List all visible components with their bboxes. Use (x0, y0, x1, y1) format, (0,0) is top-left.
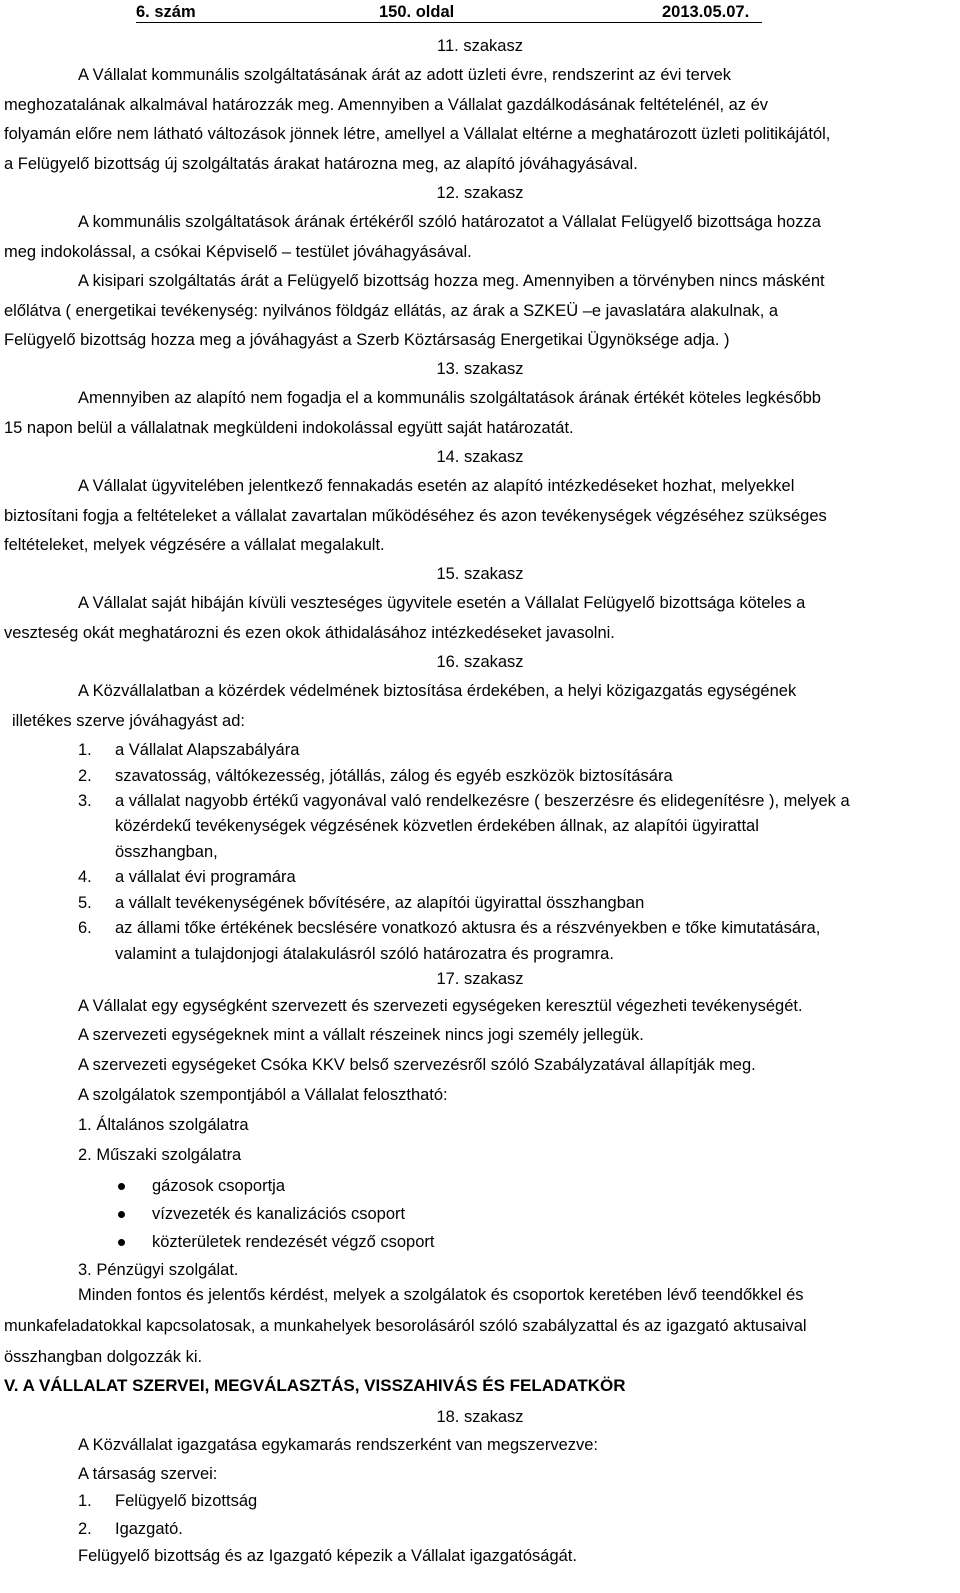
bullet-item: vízvezeték és kanalizációs csoport (152, 1205, 406, 1223)
list-number: 1. (78, 741, 92, 759)
section-title-18: 18. szakasz (436, 1408, 524, 1426)
list-number: 5. (78, 894, 92, 912)
paragraph-line: illetékes szerve jóváhagyást ad: (12, 712, 245, 730)
paragraph-line: A kisipari szolgáltatás árát a Felügyelő bizottság hozza meg. Amennyiben a törvényben nincs másként (78, 272, 825, 290)
paragraph-line: A szervezeti egységeket Csóka KKV belső szervezésről szóló Szabályzatával állapítják meg. (78, 1056, 756, 1074)
chapter-heading: V. A VÁLLALAT SZERVEI, MEGVÁLASZTÁS, VISSZAHIVÁS ÉS FELADATKÖR (4, 1376, 626, 1395)
list-item: a vállalat nagyobb értékű vagyonával való rendelkezésre ( beszerzésre és elidegenítésre ), melyek a (115, 792, 850, 810)
list-number: 2. (78, 767, 92, 785)
list-number: 2. (78, 1520, 92, 1538)
section-title-14: 14. szakasz (436, 448, 524, 466)
paragraph-line: A szervezeti egységeknek mint a vállalt részeinek nincs jogi személy jellegük. (78, 1026, 644, 1044)
paragraph-line: A társaság szervei: (78, 1465, 218, 1483)
paragraph-line: A Közvállalatban a közérdek védelmének biztosítása érdekében, a helyi közigazgatás egységének (78, 682, 797, 700)
list-item: valamint a tulajdonjogi átalakulásról szóló határozatra és programra. (115, 945, 614, 963)
bullet-icon (118, 1183, 125, 1190)
paragraph-line: A Közvállalat igazgatása egykamarás rendszerként van megszervezve: (78, 1436, 599, 1454)
paragraph-line: előlátva ( energetikai tevékenység: nyilvános földgáz ellátás, az árak a SZKEÜ –e javaslatára alakulnak, a (4, 302, 779, 320)
section-title-13: 13. szakasz (436, 360, 524, 378)
paragraph-line: 1. Általános szolgálatra (78, 1116, 249, 1134)
paragraph-line: veszteség okát meghatározni és ezen okok áthidalásához intézkedéseket javasolni. (4, 624, 615, 642)
paragraph-line: A Vállalat kommunális szolgáltatásának árát az adott üzleti évre, rendszerint az évi tervek (78, 66, 731, 84)
list-item: Felügyelő bizottság (115, 1492, 258, 1510)
section-title-17: 17. szakasz (436, 970, 524, 988)
issue-date: 2013.05.07. (662, 3, 750, 21)
paragraph-line: a Felügyelő bizottság új szolgáltatás árakat határozna meg, az alapító jóváhagyásával. (4, 155, 638, 173)
paragraph-line: munkafeladatokkal kapcsolatosak, a munkahelyek besorolásáról szóló szabályzattal és az igazgató aktusaival (4, 1317, 807, 1335)
bullet-item: közterületek rendezését végző csoport (152, 1233, 435, 1251)
paragraph-line: feltételeket, melyek végzésére a vállalat megalakult. (4, 536, 385, 554)
paragraph-line: meghozatalának alkalmával határozzák meg. Amennyiben a Vállalat gazdálkodásának feltételénél, az év (4, 96, 769, 114)
list-number: 4. (78, 868, 92, 886)
list-item: a vállalt tevékenységének bővítésére, az alapítói ügyirattal összhangban (115, 894, 645, 912)
list-item: szavatosság, váltókezesség, jótállás, zálog és egyéb eszközök biztosítására (115, 767, 673, 785)
paragraph-line: A Vállalat egy egységként szervezett és szervezeti egységeken keresztül végezheti tevékenységét. (78, 997, 803, 1015)
paragraph-line: A kommunális szolgáltatások árának értékéről szóló határozatot a Vállalat Felügyelő bizottsága hozza (78, 213, 821, 231)
paragraph-line: 15 napon belül a vállalatnak megküldeni indokolással együtt saját határozatát. (4, 419, 574, 437)
paragraph-line: folyamán előre nem látható változások jönnek létre, amellyel a Vállalat eltérne a meghatározott üzleti politikájától, (4, 125, 831, 143)
list-item: összhangban, (115, 843, 218, 861)
section-title-15: 15. szakasz (436, 565, 524, 583)
list-item: közérdekű tevékenységek végzésének közvetlen érdekében állnak, az alapítói ügyirattal (115, 817, 759, 835)
list-number: 6. (78, 919, 92, 937)
list-item: Igazgató. (115, 1520, 183, 1538)
list-number: 1. (78, 1492, 92, 1510)
list-number: 3. (78, 792, 92, 810)
header-underline (136, 22, 762, 23)
bullet-item: gázosok csoportja (152, 1177, 285, 1195)
paragraph-line: Minden fontos és jelentős kérdést, melyek a szolgálatok és csoportok keretében lévő teendőkkel és (78, 1286, 804, 1304)
paragraph-line: A szolgálatok szempontjából a Vállalat felosztható: (78, 1086, 448, 1104)
paragraph-line: Amennyiben az alapító nem fogadja el a kommunális szolgáltatások árának értékét köteles legkésőbb (78, 389, 821, 407)
paragraph-line: összhangban dolgozzák ki. (4, 1348, 203, 1366)
issue-number: 6. szám (136, 3, 196, 21)
paragraph-line: 2. Műszaki szolgálatra (78, 1146, 242, 1164)
section-title-11: 11. szakasz (437, 37, 523, 55)
paragraph-line: 3. Pénzügyi szolgálat. (78, 1261, 239, 1279)
paragraph-line: Felügyelő bizottság hozza meg a jóváhagyást a Szerb Köztársaság Energetikai Ügynöksége adja. ) (4, 331, 730, 349)
paragraph-line: A Vállalat ügyvitelében jelentkező fennakadás esetén az alapító intézkedéseket hozhat, melyekkel (78, 477, 795, 495)
section-title-16: 16. szakasz (436, 653, 524, 671)
bullet-icon (118, 1239, 125, 1246)
paragraph-line: A Vállalat saját hibáján kívüli veszteséges ügyvitele esetén a Vállalat Felügyelő bizottsága köteles a (78, 594, 806, 612)
paragraph-line: Felügyelő bizottság és az Igazgató képezik a Vállalat igazgatóságát. (78, 1547, 577, 1565)
list-item: a vállalat évi programára (115, 868, 296, 886)
list-item: az állami tőke értékének becslésére vonatkozó aktusra és a részvényekben e tőke kimutatására, (115, 919, 821, 937)
paragraph-line: biztosítani fogja a feltételeket a vállalat zavartalan működéséhez és azon tevékenységek végzéséhez szükséges (4, 507, 827, 525)
paragraph-line: meg indokolással, a csókai Képviselő – testület jóváhagyásával. (4, 243, 472, 261)
section-title-12: 12. szakasz (436, 184, 524, 202)
bullet-icon (118, 1211, 125, 1218)
list-item: a Vállalat Alapszabályára (115, 741, 300, 759)
page-number: 150. oldal (379, 3, 455, 21)
